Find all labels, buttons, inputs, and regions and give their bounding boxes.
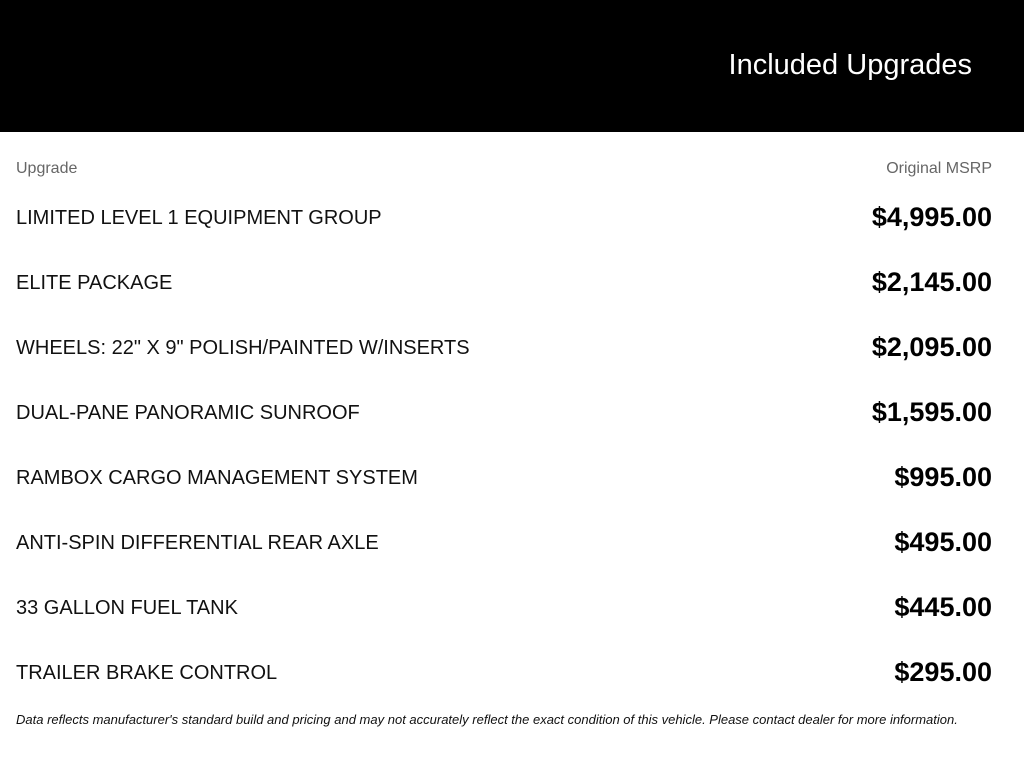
list-item [16,574,992,639]
upgrade-name: ANTI-SPIN DIFFERENTIAL REAR AXLE [16,532,379,554]
upgrade-price: $445.00 [894,592,992,622]
upgrade-price: $2,095.00 [871,332,992,362]
upgrade-price: $2,145.00 [871,267,992,297]
upgrade-price: $495.00 [894,527,992,557]
column-headers [16,160,992,180]
upgrade-name: TRAILER BRAKE CONTROL [16,662,278,684]
list-item [16,509,992,574]
upgrade-price: $4,995.00 [871,202,992,232]
upgrade-price: $295.00 [894,657,992,687]
upgrade-name: 33 GALLON FUEL TANK [16,597,238,619]
upgrade-price: $1,595.00 [871,397,992,427]
upgrades-list [16,184,992,704]
page-title: Included Upgrades [728,49,972,81]
list-item [16,249,992,314]
upgrade-column-header: Upgrade [16,160,78,177]
upgrade-price: $995.00 [894,462,992,492]
list-item [16,379,992,444]
header-bar [0,0,1024,132]
upgrade-name: ELITE PACKAGE [16,272,173,294]
upgrade-name: RAMBOX CARGO MANAGEMENT SYSTEM [16,467,418,489]
list-item [16,314,992,379]
list-item [16,639,992,704]
msrp-column-header: Original MSRP [886,160,992,177]
list-item [16,444,992,509]
disclaimer-text: Data reflects manufacturer's standard build and pricing and may not accurately reflect the exact condition of this vehicle. Please contact dealer for more information. [16,712,958,727]
upgrade-name: DUAL-PANE PANORAMIC SUNROOF [16,402,360,424]
list-item [16,184,992,249]
upgrade-name: WHEELS: 22" X 9" POLISH/PAINTED W/INSERTS [16,337,470,359]
upgrade-name: LIMITED LEVEL 1 EQUIPMENT GROUP [16,207,382,229]
